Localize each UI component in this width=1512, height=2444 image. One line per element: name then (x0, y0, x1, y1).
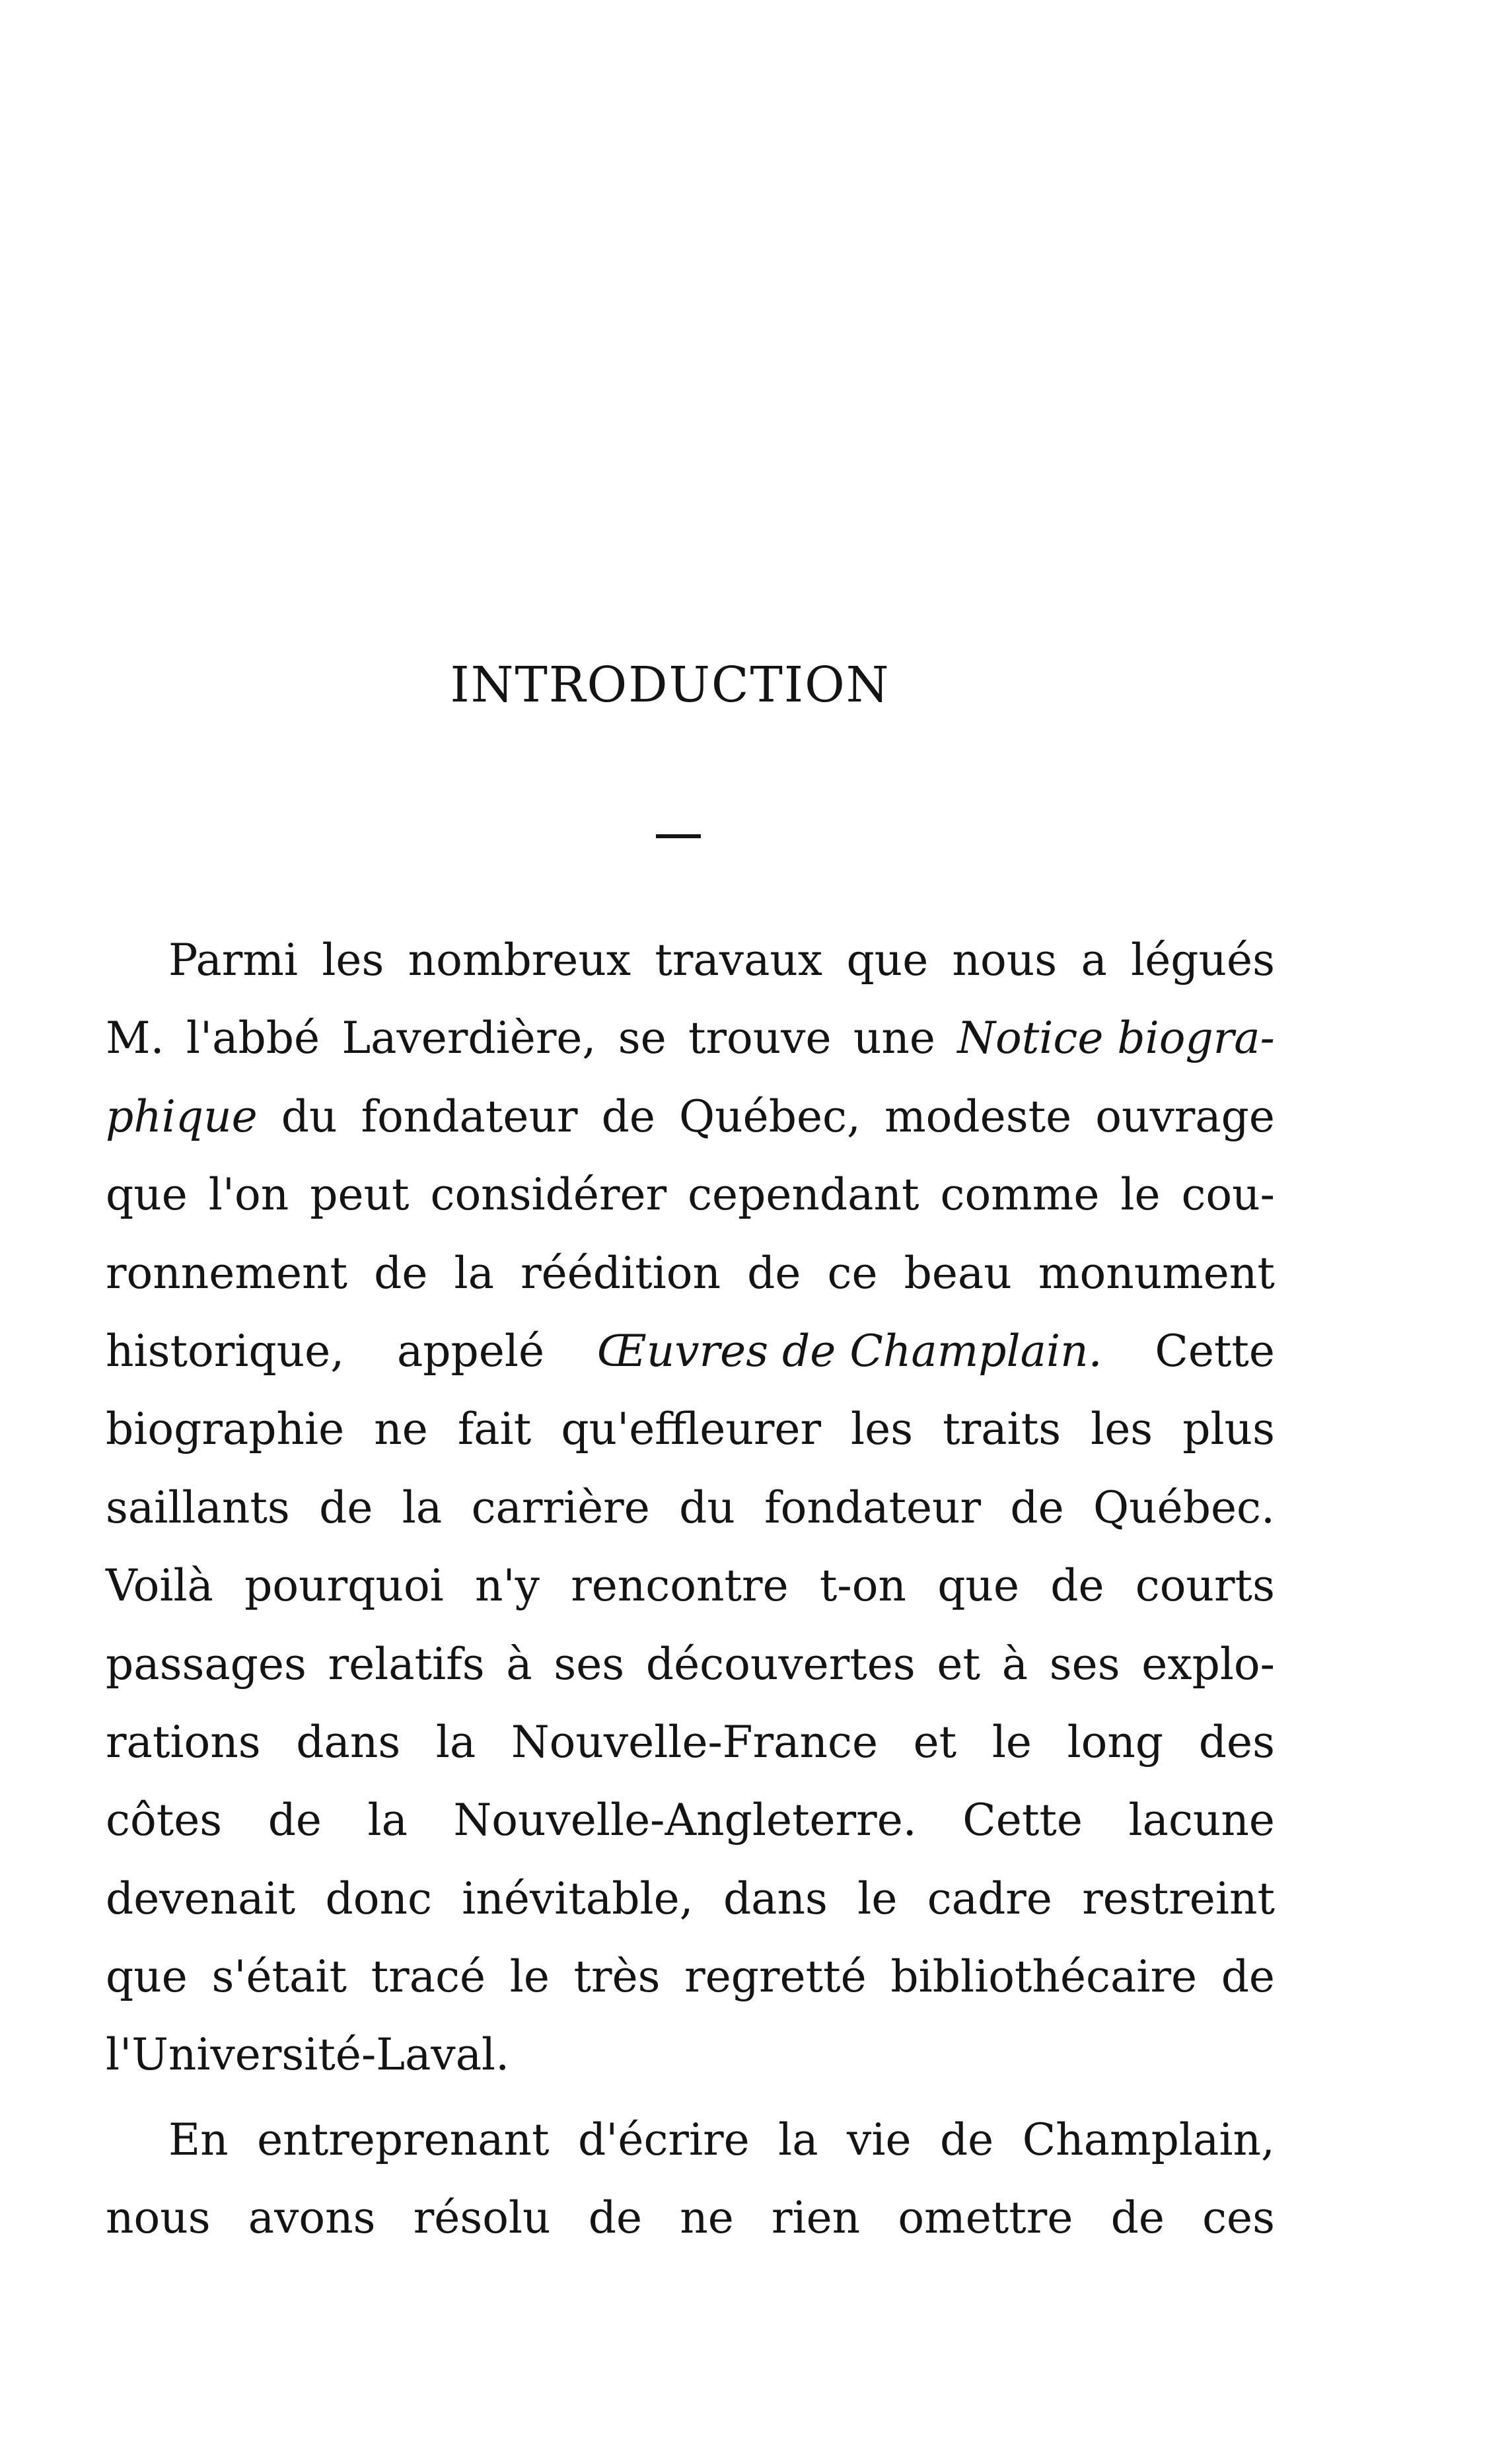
word: vie (847, 2114, 912, 2165)
word: trouve (688, 1013, 832, 1064)
word: cependant (688, 1169, 919, 1221)
word: nombreux (408, 935, 631, 986)
word: devenait (106, 1873, 296, 1924)
chapter-heading: INTRODUCTION (450, 657, 890, 713)
word: Champlain, (1022, 2114, 1275, 2165)
word: les (851, 1404, 914, 1455)
text-line (106, 2101, 1275, 2179)
word: passages (106, 1638, 306, 1690)
word: avons (248, 2192, 376, 2244)
word: le (991, 1716, 1032, 1768)
word: ses (1049, 1638, 1120, 1690)
word: de (1110, 2192, 1165, 2244)
word: peut (310, 1169, 410, 1221)
word: de (319, 1482, 373, 1533)
text-line (106, 1781, 1275, 1859)
word: restreint (1082, 1873, 1275, 1924)
word: entreprenant (257, 2114, 550, 2165)
word: la (435, 1716, 476, 1768)
word: le (857, 1873, 898, 1924)
word: l'abbé (186, 1013, 320, 1064)
heading-separator-rule (656, 834, 701, 838)
word: rien (771, 2192, 861, 2244)
word: fondateur (764, 1482, 982, 1533)
text-line (106, 999, 1275, 1077)
word: Nouvelle-France (511, 1716, 879, 1768)
word: qu'effleurer (561, 1404, 821, 1455)
word: de (1050, 1560, 1104, 1612)
word: travaux (655, 935, 823, 986)
word: Œuvres de Champlain. (596, 1325, 1102, 1377)
word: saillants (106, 1482, 290, 1533)
word: biographie (106, 1404, 345, 1455)
word: appelé (396, 1325, 545, 1377)
word: En (168, 2114, 229, 2165)
word: monument (1038, 1247, 1275, 1299)
word: considérer (430, 1169, 667, 1221)
word: regretté (684, 1951, 867, 2003)
word: le (1120, 1169, 1161, 1221)
word: s'était (211, 1951, 347, 2003)
word: ronnement (106, 1247, 348, 1299)
word: nous (952, 935, 1058, 986)
text-line (106, 1390, 1275, 1468)
word: Nouvelle-Angleterre. (453, 1795, 917, 1846)
word: modeste (884, 1091, 1072, 1142)
word: phique (106, 1091, 258, 1142)
paragraph (106, 921, 1275, 2095)
word: omettre (898, 2192, 1073, 2244)
word: réédition (521, 1247, 721, 1299)
word: l'Université-Laval. (106, 2029, 510, 2081)
word: de (1010, 1482, 1064, 1533)
word: Québec, (679, 1091, 861, 1142)
word: de (1221, 1951, 1275, 2003)
word: ces (1202, 2192, 1275, 2244)
word: Québec. (1093, 1482, 1275, 1533)
word: Cette (962, 1795, 1083, 1846)
word: long (1067, 1716, 1164, 1768)
text-line (106, 1860, 1275, 1938)
word: inévitable, (462, 1873, 694, 1924)
word: que (106, 1169, 188, 1221)
word: de (601, 1091, 655, 1142)
word: t-on (819, 1560, 906, 1612)
word: de (747, 1247, 801, 1299)
word: très (573, 1951, 661, 2003)
word: du (281, 1091, 338, 1142)
word: se (618, 1013, 666, 1064)
word: d'écrire (578, 2114, 750, 2165)
word: beau (904, 1247, 1012, 1299)
word: Notice biogra- (957, 1013, 1275, 1064)
text-line (106, 1547, 1275, 1625)
word: ouvrage (1095, 1091, 1275, 1142)
word: la (778, 2114, 818, 2165)
word: cadre (927, 1873, 1052, 1924)
word: l'on (208, 1169, 289, 1221)
word: ses (554, 1638, 625, 1690)
word: côtes (106, 1795, 223, 1846)
word: à (1001, 1638, 1028, 1690)
paragraph (106, 2101, 1275, 2258)
word: dans (723, 1873, 828, 1924)
word: ne (680, 2192, 734, 2244)
word: une (853, 1013, 935, 1064)
word: Laverdière, (342, 1013, 596, 1064)
word: explo- (1141, 1638, 1275, 1690)
word: découvertes (645, 1638, 916, 1690)
word: les (1091, 1404, 1153, 1455)
word: du (679, 1482, 735, 1533)
word: comme (940, 1169, 1100, 1221)
word: Voilà (106, 1560, 213, 1612)
word: la (367, 1795, 408, 1846)
word: cou- (1181, 1169, 1275, 1221)
word: que (937, 1560, 1020, 1612)
word: résolu (413, 2192, 551, 2244)
word: M. (106, 1013, 164, 1064)
text-line (106, 1078, 1275, 1156)
text-line (106, 1156, 1275, 1234)
word: Cette (1155, 1325, 1275, 1377)
word: ce (827, 1247, 878, 1299)
word: et (937, 1638, 981, 1690)
word: n'y (475, 1560, 540, 1612)
word: que (846, 935, 929, 986)
body-text (106, 921, 1275, 2258)
word: ne (374, 1404, 428, 1455)
word: a (1081, 935, 1107, 986)
text-line (106, 1469, 1275, 1547)
text-line (106, 1626, 1275, 1704)
word: bibliothécaire (890, 1951, 1198, 2003)
word: relatifs (328, 1638, 485, 1690)
word: rations (106, 1716, 261, 1768)
word: donc (325, 1873, 432, 1924)
text-line (106, 1235, 1275, 1312)
word: fondateur (361, 1091, 578, 1142)
word: courts (1135, 1560, 1275, 1612)
word: tracé (371, 1951, 486, 2003)
word: la (454, 1247, 494, 1299)
word: dans (296, 1716, 401, 1768)
word: légués (1131, 935, 1275, 986)
word: de (939, 2114, 994, 2165)
word: de (268, 1795, 322, 1846)
word: que (106, 1951, 188, 2003)
word: le (509, 1951, 550, 2003)
word: de (374, 1247, 428, 1299)
text-line (106, 1312, 1275, 1390)
text-line (106, 2179, 1275, 2257)
word: des (1198, 1716, 1275, 1768)
word: rencontre (571, 1560, 789, 1612)
word: nous (106, 2192, 211, 2244)
word: les (322, 935, 384, 986)
text-line (106, 1938, 1275, 2016)
word: plus (1182, 1404, 1275, 1455)
word: et (913, 1716, 957, 1768)
word: la (402, 1482, 443, 1533)
word: Parmi (168, 935, 299, 986)
word: traits (943, 1404, 1062, 1455)
word: lacune (1128, 1795, 1275, 1846)
word: carrière (471, 1482, 650, 1533)
word: fait (457, 1404, 532, 1455)
word: à (506, 1638, 532, 1690)
text-line (106, 921, 1275, 999)
word: de (588, 2192, 643, 2244)
word: pourquoi (244, 1560, 444, 1612)
word: historique, (106, 1325, 345, 1377)
text-line (106, 1704, 1275, 1781)
text-line (106, 2016, 1275, 2094)
